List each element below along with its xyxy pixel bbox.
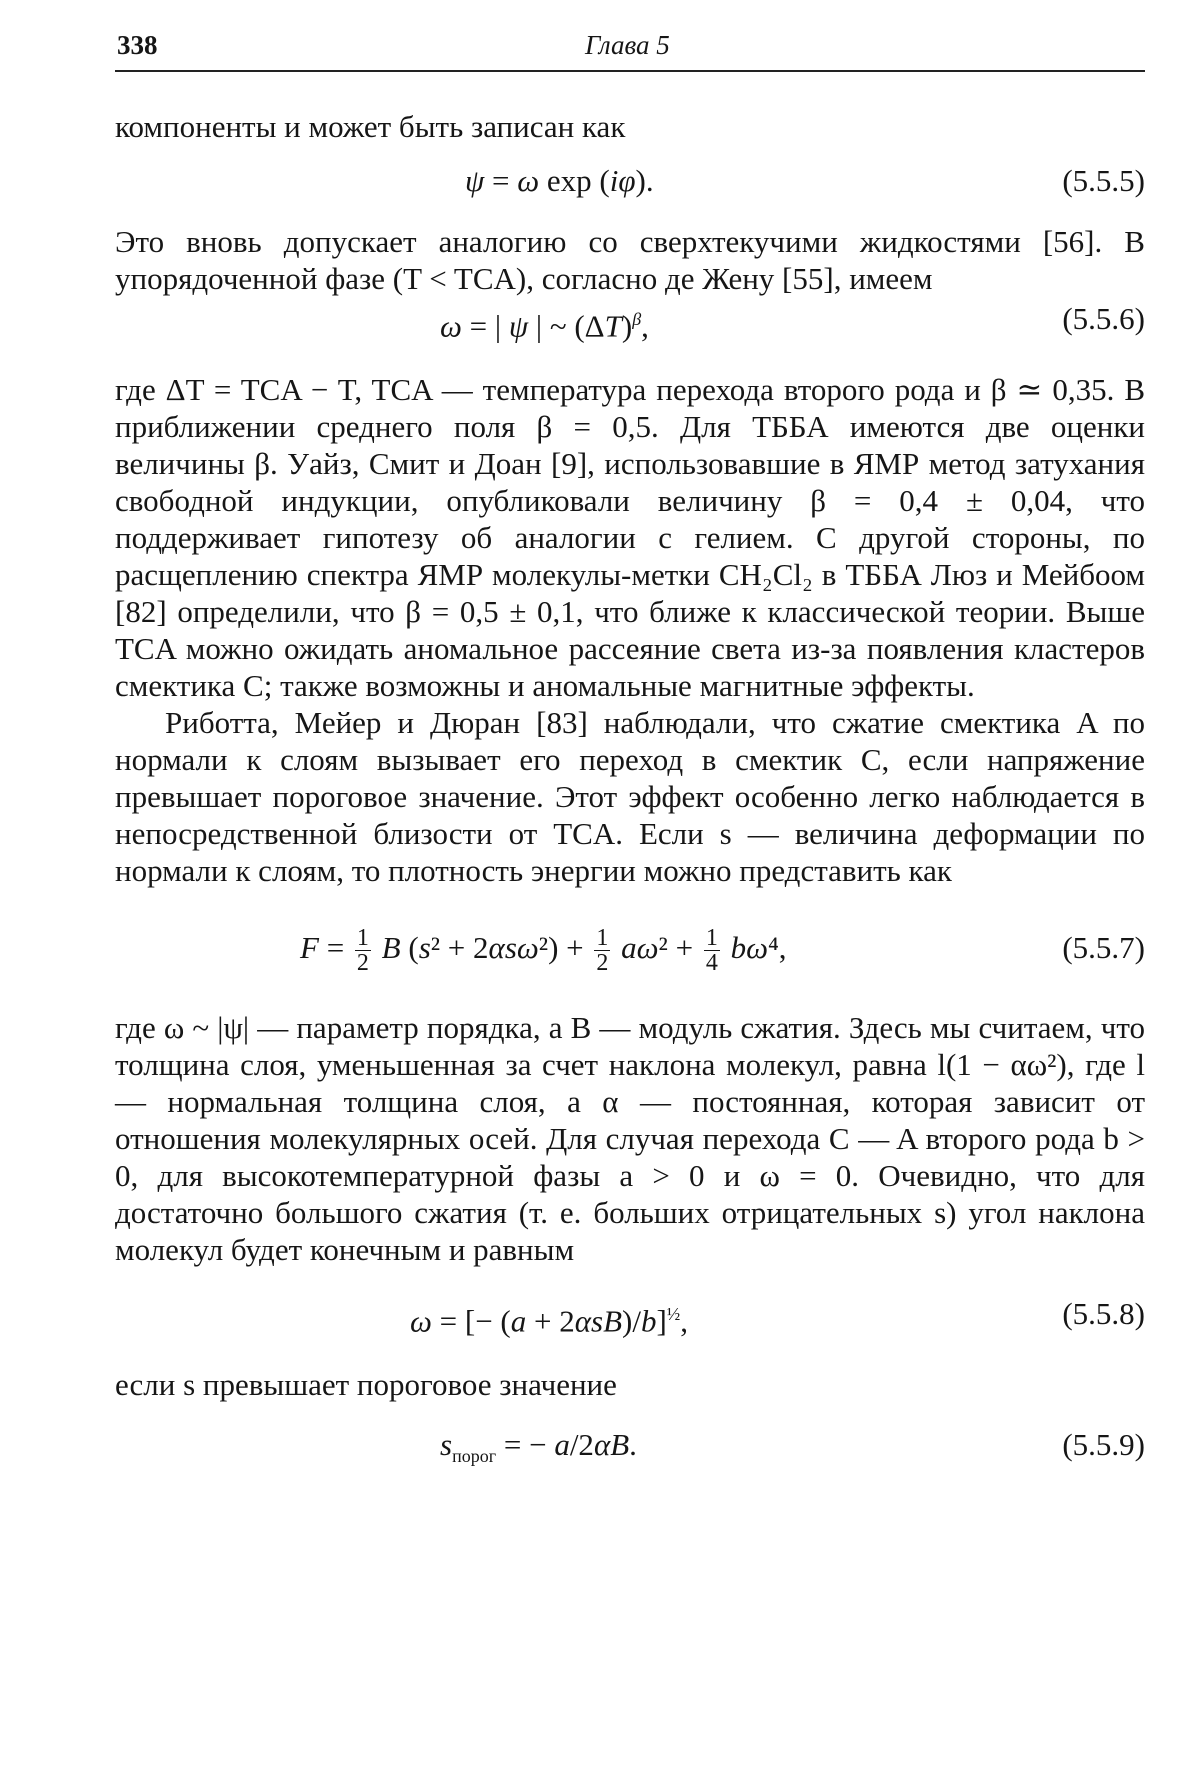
equation-formula: $s_{порог}$ = − a/2αB. <box>440 1427 637 1467</box>
paragraph-5: где ω ~ |ψ| — параметр порядка, а B — модуль сжатия. Здесь мы считаем, что толщина слоя, уменьшенная за счет наклона молекул, равна l(1 − αω²), где l — нормальная толщина слоя, а α — постоянная, которая зависит от отношения молекулярных осей. Для случая перехода C — A второго рода b > 0, для высокотемпературной фазы a > 0 и ω = 0. Очевидно, что для достаточно большого сжатия (т. е. больших отрицательных s) угол наклона молекул будет конечным и равным <box>115 1010 1145 1267</box>
equation-number: (5.5.7) <box>1062 930 1145 965</box>
equation-number: (5.5.6) <box>1062 301 1145 336</box>
equation-formula: ψ = ω exp (iφ). <box>465 163 654 198</box>
equation-formula: ω = [− (a + 2αsB)/b]$^{\frac{1}{2}}$, <box>410 1303 689 1339</box>
equation-5-5-9 <box>115 1425 1145 1465</box>
book-page <box>115 20 1145 1465</box>
page-number: 338 <box>117 30 158 60</box>
equation-formula: ω = | ψ | ~ $(\Delta T)^\beta$, <box>440 308 649 344</box>
equation-5-5-5 <box>115 161 1145 201</box>
equation-5-5-6 <box>115 299 1145 344</box>
paragraph-3: где ΔT = TCA − T, TCA — температура перехода второго рода и β ≃ 0,35. В приближении среднего поля β = 0,5. Для ТББА имеются две оценки величины β. Уайз, Смит и Доан [9], использовавшие в ЯМР метод затухания свободной индукции, опубликовали величину β = 0,4 ± 0,04, что поддерживает гипотезу об аналогии с гелием. С другой стороны, по расщеплению спектра ЯМР молекулы-метки CH₂Cl₂ в ТББА Люз и Мейбоом [82] определили, что β = 0,5 ± 0,1, что ближе к классической теории. Выше TCA можно ожидать аномальное рассеяние света из-за появления кластеров смектика C; также возможны и аномальные магнитные эффекты. <box>115 372 1145 703</box>
equation-5-5-7 <box>115 913 1145 983</box>
paragraph-6: если s превышает пороговое значение <box>115 1367 617 1402</box>
equation-5-5-8 <box>115 1294 1145 1339</box>
page-header <box>115 20 1145 72</box>
equation-number: (5.5.5) <box>1062 163 1145 198</box>
equation-formula: F = $\frac{1}{2}$ B (s² + 2αsω²) + $\frac{1}{2}$ aω² + $\frac{1}{4}$ bω⁴, <box>300 925 787 977</box>
paragraph-4: Риботта, Мейер и Дюран [83] наблюдали, что сжатие смектика A по нормали к слоям вызывает его переход в смектик C, если напряжение превышает пороговое значение. Этот эффект особенно легко наблюдается в непосредственной близости от TCA. Если s — величина деформации по нормали к слоям, то плотность энергии можно представить как <box>115 705 1145 888</box>
paragraph-2: Это вновь допускает аналогию со сверхтекучими жидкостями [56]. В упорядоченной фазе (T < TCA), согласно де Жену [55], имеем <box>115 224 1145 296</box>
equation-number: (5.5.8) <box>1062 1296 1145 1331</box>
paragraph-1: компоненты и может быть записан как <box>115 109 626 144</box>
equation-number: (5.5.9) <box>1062 1427 1145 1462</box>
running-head: Глава 5 <box>585 30 670 60</box>
